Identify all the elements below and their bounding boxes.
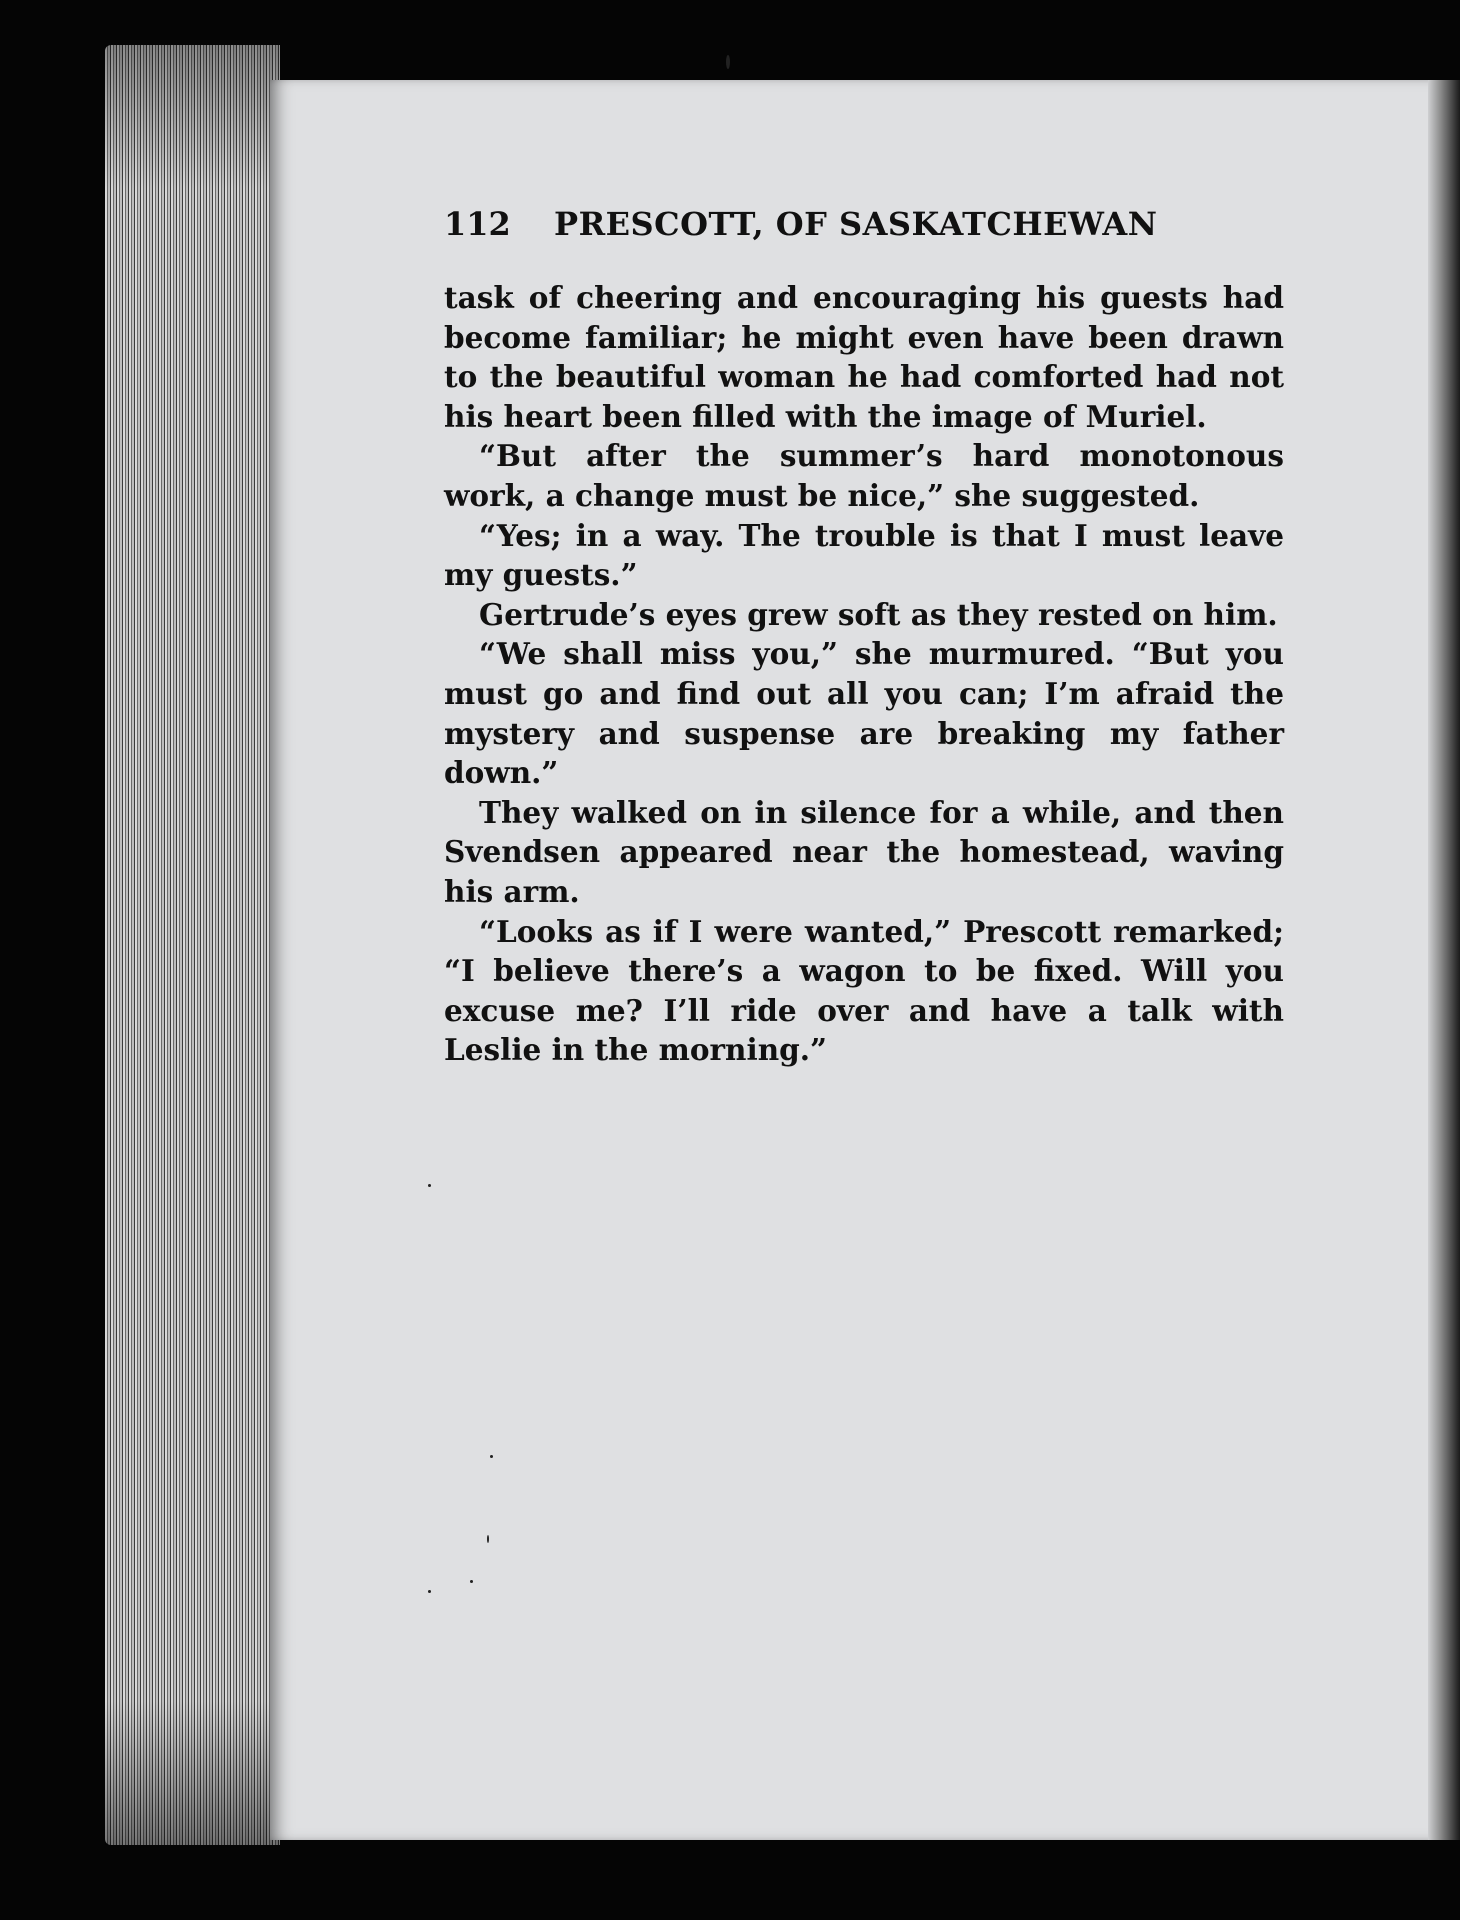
scan-speck: [726, 55, 730, 69]
scan-speck: [428, 1184, 431, 1187]
scan-speck: [487, 1535, 489, 1543]
scan-speck: [428, 1590, 431, 1593]
paragraph: “Yes; in a way. The trouble is that I must leave my guests.”: [444, 517, 1284, 593]
paragraph: Gertrude’s eyes grew soft as they rested on him.: [479, 596, 1278, 632]
running-title: PRESCOTT, OF SASKATCHEWAN: [554, 205, 1158, 243]
scan-speck: [490, 1455, 493, 1458]
paragraph: “We shall miss you,” she murmured. “But you must go and find out all you can; I’m afraid the mystery and suspense are breaking my father down.”: [444, 636, 1284, 791]
book-page-edges: [105, 45, 280, 1845]
scan-speck: [470, 1580, 473, 1583]
running-header: [444, 205, 1284, 255]
book-gutter-shadow: [1428, 80, 1460, 1840]
page-body: [444, 278, 1284, 1070]
paragraph: They walked on in silence for a while, and then Svendsen appeared near the homestead, waving his arm.: [444, 794, 1284, 909]
paragraph: “But after the summer’s hard monotonous work, a change must be nice,” she suggested.: [444, 438, 1284, 513]
paragraph: task of cheering and encouraging his guests had become familiar; he might even have been drawn to the beautiful woman he had comforted had not his heart been filled with the image of Muriel.: [444, 280, 1284, 434]
paragraph: “Looks as if I were wanted,” Prescott remarked; “I believe there’s a wagon to be fixed. Will you excuse me? I’ll ride over and have a talk with Leslie in the morning.”: [444, 913, 1284, 1068]
page-number: 112: [444, 205, 511, 243]
